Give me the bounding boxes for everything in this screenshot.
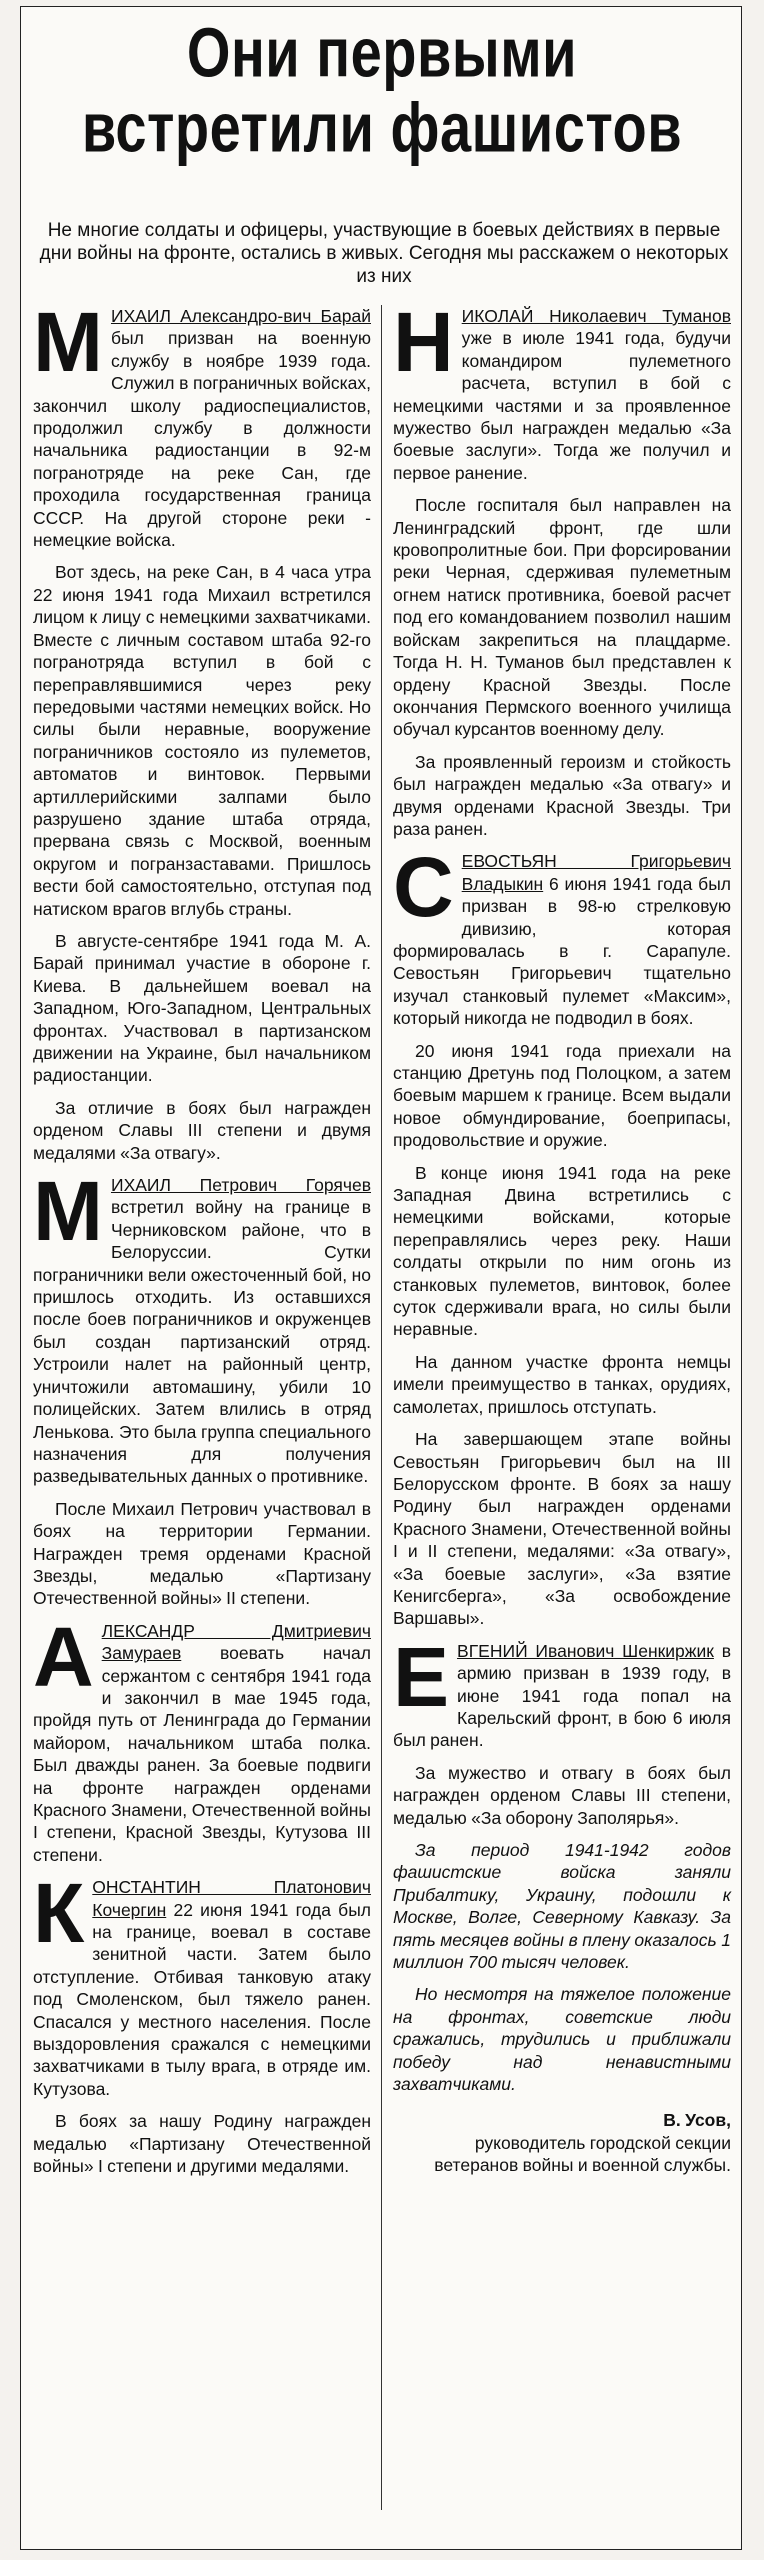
paragraph: [393, 840, 731, 1029]
paragraph: [33, 1609, 371, 1866]
drop-cap: М: [33, 295, 103, 389]
left-column: [33, 295, 371, 2188]
paragraph: За проявленный героизм и стойкость был награжден медалью «За отвагу» и двумя орденами Красной Звезды. Три раза ранен.: [393, 751, 731, 839]
headline-line-1: Они первыми: [186, 12, 578, 92]
closing-remarks: [393, 1839, 731, 2095]
person-name: ИХАИЛ Александро-вич Барай: [110, 306, 371, 326]
paragraph: За отличие в боях был награжден орденом Славы III степени и двумя медалями «За отвагу».: [33, 1097, 371, 1163]
drop-cap: М: [33, 1164, 103, 1259]
author-name: В. Усов,: [663, 2110, 731, 2131]
paragraph: На данном участке фронта немцы имели преимущество в танках, орудиях, самолетах, пришлось отступать.: [393, 1351, 731, 1417]
paragraph-text: уже в июле 1941 года, будучи командиром пулеметного расчета, вступил в бой с немецкими частями и за проявленное мужество был награжден медалью «За боевые заслуги». Тогда же получил и первое ранение.: [393, 328, 731, 483]
paragraph: В конце июня 1941 года на реке Западная Двина встретились с немецкими войсками, которые переправлялись через реку. Наши солдаты открыли по ним огонь из станковых пулеметов, винтовок, более суток сдерживали врага, но силы были неравные.: [393, 1162, 731, 1340]
paragraph: [393, 295, 731, 484]
paragraph: После Михаил Петрович участвовал в боях на территории Германии. Награжден тремя орденами Красной Звезды, медалью «Партизану Отечественной войны» II степени.: [33, 1498, 371, 1609]
paragraph-text: 6 июня 1941 года был призван в 98-ю стрелковую дивизию, которая формировалась в г. Сарапуле. Севостьян Григорьевич тщательно изучал станковый пулемет «Максим», который никогда не подводил в боях.: [393, 873, 731, 1029]
newspaper-clipping: [20, 6, 742, 2550]
paragraph: 20 июня 1941 года приехали на станцию Дретунь под Полоцком, а затем боевым маршем к границе. Всем выдали новое обмундирование, боеприпасы, продовольствие и оружие.: [393, 1040, 731, 1151]
lead-paragraph: Не многие солдаты и офицеры, участвующие в боевых действиях в первые дни войны на фронте, остались в живых. Сегодня мы расскажем о некоторых из них: [39, 220, 729, 287]
paragraph: В боях за нашу Родину награжден медалью «Партизану Отечественной войны» I степени и другими медалями.: [33, 2111, 371, 2177]
paragraph: В августе-сентябре 1941 года М. А. Барай принимал участие в обороне г. Киева. В дальнейшем воевал на Западном, Юго-Западном, Центральных фронтах. Участвовал в партизанском движении на Украине, был начальником радиостанции.: [33, 930, 371, 1086]
paragraph: На завершающем этапе войны Севостьян Григорьевич был на III Белорусском фронте. В боях за нашу Родину был награжден орденами Красного Знамени, Отечественной войны I и II степени, медалями: «За отвагу», «За боевые заслуги», «За взятие Кенигсберга», «За освобождение Варшавы».: [393, 1429, 731, 1629]
person-name: ИХАИЛ Петрович Горячев: [110, 1175, 371, 1196]
right-column: [393, 295, 731, 2177]
headline: [21, 12, 743, 167]
paragraph: [393, 1629, 731, 1752]
article-kochergin: [33, 1866, 371, 2177]
article-shenkirzhik: [393, 1629, 731, 1829]
drop-cap: С: [393, 840, 454, 935]
paragraph: [33, 1866, 371, 2100]
paragraph-text: был призван на военную службу в ноябре 1939 года. Служил в пограничных войсках, закончил школу радиоспециалистов, продолжил службу в должности начальника радиостанции в 92-м погранотряде на реке Сан, где проходила государственная граница СССР. На другой стороне реки - немецкие войска.: [33, 328, 371, 551]
drop-cap: К: [33, 1866, 85, 1961]
paragraph: За мужество и отвагу в боях был награжден орденом Славы III степени, медалью «За оборону Заполярья».: [393, 1762, 731, 1828]
paragraph: Но несмотря на тяжелое положение на фронтах, советские люди сражались, трудились и приближали победу над ненавистными захватчиками.: [393, 1984, 731, 2095]
person-name: ВГЕНИЙ Иванович Шенкиржик: [457, 1640, 714, 1661]
article-tumanov: [393, 295, 731, 840]
paragraph: После госпиталя был направлен на Ленинградский фронт, где шли кровопролитные бои. При форсировании реки Черная, сдерживая пулеметным огнем натиск противника, боевой расчет под его командованием позволил нашим войскам закрепиться на плацдарме. Тогда Н. Н. Туманов был представлен к ордену Красной Звезды. После окончания Пермского военного училища обучал курсантов военному делу.: [393, 495, 731, 740]
article-zamuraev: [33, 1609, 371, 1866]
article-goryachev: [33, 1164, 371, 1610]
paragraph: Вот здесь, на реке Сан, в 4 часа утра 22 июня 1941 года Михаил встретился лицом к лицу с немецкими захватчиками. Вместе с личным составом штаба 92-го погранотряда вступил в бой с переправлявшимися через реку передовыми частями немецких войск. Но силы были неравные, вооружение пограничников состояло из пулеметов, автоматов и винтовок. Первыми артиллерийскими залпами было разрушено здание штаба отряда, прервана связь с Москвой, военным округом и погранзаставами. Пришлось вести бой самостоятельно, отступая под натиском врагов вглубь страны.: [33, 562, 371, 919]
paragraph-text: воевать начал сержантом с сентября 1941 года и закончил в мае 1945 года, пройдя путь от Ленинграда до Германии майором, начальником штаба полка. Был дважды ранен. За боевые подвиги на фронте награжден орденами Красного Знамени, Отечественной войны I степени, Красной Звезды, Кутузова III степени.: [33, 1643, 371, 1865]
author-title: руководитель городской секции ветеранов войны и военной службы.: [434, 2132, 731, 2176]
person-name: ИКОЛАЙ Николаевич Туманов: [461, 306, 731, 326]
drop-cap: А: [33, 1609, 94, 1704]
paragraph-text: встретил войну на границе в Черниковском районе, что в Белоруссии. Сутки пограничники вели ожесточенный бой, но пришлось отходить. Из оставшихся после боев пограничников и окруженцев был создан партизанский отряд. Устроили налет на районный центр, уничтожили автомашину, убили 10 полицейских. Затем влились в отряд Ленькова. Это была группа специального назначения для получения разведывательных данных о противнике.: [33, 1197, 371, 1487]
drop-cap: Е: [393, 1629, 450, 1724]
paragraph: За период 1941-1942 годов фашистские войска заняли Прибалтику, Украину, подошли к Москве, Волге, Северному Кавказу. За пять месяцев войны в плену оказалось 1 миллион 700 тысяч человек.: [393, 1840, 731, 1973]
person-name: ЛЕКСАНДР Дмитриевич Замураев: [101, 1620, 371, 1664]
paragraph-text: в армию призван в 1939 году, в июне 1941 года попал на Карельский фронт, в бою 6 июля был ранен.: [393, 1640, 731, 1751]
article-vladykin: [393, 840, 731, 1629]
paragraph: [33, 295, 371, 551]
person-name: ЕВОСТЬЯН Григорьевич Владыкин: [461, 851, 731, 894]
person-name: ОНСТАНТИН Платонович Кочергин: [92, 1877, 371, 1920]
column-divider: [381, 305, 382, 2510]
paragraph-text: 22 июня 1941 года был на границе, воевал в составе зенитной части. Затем было отступление. Отбивая танковую атаку под Смоленском, был тяжело ранен. Спасался у местного населения. После выздоровления сражался с немецкими захватчиками в тылу врага, в отряде им. Кутузова.: [33, 1899, 371, 2099]
signature: [393, 2109, 731, 2176]
headline-line-2: встретили фашистов: [81, 87, 683, 167]
article-barai: [33, 295, 371, 1164]
paragraph: [33, 1164, 371, 1488]
drop-cap: Н: [393, 295, 454, 389]
